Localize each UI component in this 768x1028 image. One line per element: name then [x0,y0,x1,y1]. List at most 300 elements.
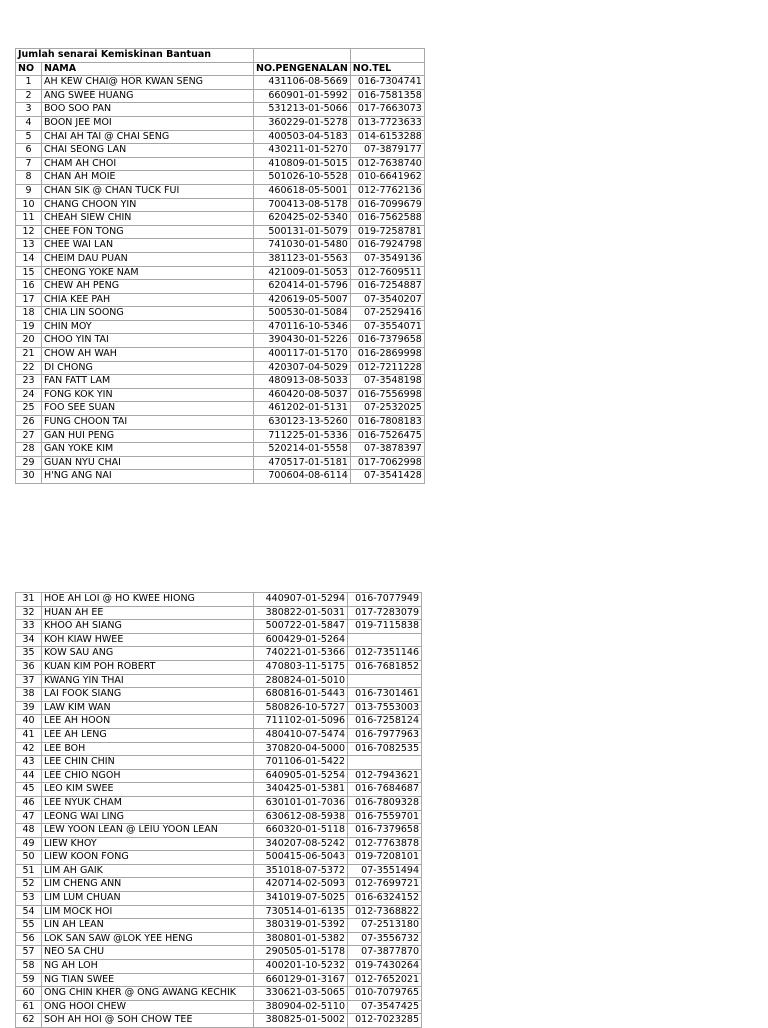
table-row [16,742,422,756]
table-row [16,157,425,171]
row-phone [348,756,422,770]
row-name: CHAM AH CHOI [42,157,254,171]
table-row [16,864,422,878]
row-name: LEE CHIO NGOH [42,769,254,783]
row-phone: 07-2532025 [350,402,424,416]
row-phone: 07-3541428 [350,470,424,484]
row-phone: 014-6153288 [350,130,424,144]
row-name: ANG SWEE HUANG [42,89,254,103]
row-number: 21 [16,348,42,362]
row-phone: 012-7023285 [348,1014,422,1028]
row-ic-number: 500530-01-5084 [254,307,351,321]
row-name: LIM LUM CHUAN [42,892,254,906]
row-ic-number: 410809-01-5015 [254,157,351,171]
row-number: 32 [16,606,42,620]
table-row [16,946,422,960]
row-phone: 07-3548198 [350,375,424,389]
row-name: NG TIAN SWEE [42,973,254,987]
row-name: BOON JEE MOI [42,116,254,130]
row-name: AH KEW CHAI@ HOR KWAN SENG [42,76,254,90]
row-phone: 016-7099679 [350,198,424,212]
table-row [16,851,422,865]
row-name: LIN AH LEAN [42,919,254,933]
row-name: CHANG CHOON YIN [42,198,254,212]
row-phone: 016-6324152 [348,892,422,906]
row-phone: 017-7062998 [350,456,424,470]
row-number: 50 [16,851,42,865]
row-phone: 07-3879177 [350,144,424,158]
row-phone: 016-7808183 [350,416,424,430]
row-number: 47 [16,810,42,824]
row-phone: 012-7211228 [350,361,424,375]
row-ic-number: 660901-01-5992 [254,89,351,103]
row-ic-number: 381123-01-5563 [254,252,351,266]
row-number: 10 [16,198,42,212]
row-phone: 017-7283079 [348,606,422,620]
header-tel: NO.TEL [350,62,424,76]
row-ic-number: 431106-08-5669 [254,76,351,90]
row-phone: 016-7077949 [348,593,422,607]
row-name: CHIN MOY [42,320,254,334]
row-number: 16 [16,280,42,294]
row-phone: 019-7430264 [348,960,422,974]
row-phone: 016-7082535 [348,742,422,756]
row-phone: 07-3877870 [348,946,422,960]
row-phone: 016-7379658 [348,824,422,838]
row-phone: 017-7663073 [350,103,424,117]
row-name: GAN HUI PENG [42,429,254,443]
row-phone: 019-7208101 [348,851,422,865]
table-row [16,1014,422,1028]
row-number: 44 [16,769,42,783]
table-row [16,212,425,226]
row-number: 5 [16,130,42,144]
row-number: 6 [16,144,42,158]
row-ic-number: 460618-05-5001 [254,184,351,198]
row-name: LEO KIM SWEE [42,783,254,797]
row-number: 40 [16,715,42,729]
row-ic-number: 620425-02-5340 [254,212,351,226]
row-ic-number: 531213-01-5066 [254,103,351,117]
table-row [16,769,422,783]
row-name: KUAN KIM POH ROBERT [42,660,254,674]
row-ic-number: 741030-01-5480 [254,239,351,253]
empty-cell [254,49,351,63]
row-number: 28 [16,443,42,457]
row-number: 1 [16,76,42,90]
row-ic-number: 421009-01-5053 [254,266,351,280]
header-ic: NO.PENGENALAN [254,62,351,76]
row-name: LEW YOON LEAN @ LEIU YOON LEAN [42,824,254,838]
table-row [16,919,422,933]
table-row [16,89,425,103]
row-number: 22 [16,361,42,375]
row-phone: 012-7652021 [348,973,422,987]
row-name: FOO SEE SUAN [42,402,254,416]
table-row [16,443,425,457]
table-row [16,620,422,634]
table-body [16,593,422,1028]
row-ic-number: 340207-08-5242 [254,837,348,851]
row-number: 60 [16,987,42,1001]
row-number: 45 [16,783,42,797]
row-name: GAN YOKE KIM [42,443,254,457]
row-ic-number: 380825-01-5002 [254,1014,348,1028]
row-name: KOH KIAW HWEE [42,633,254,647]
row-name: NG AH LOH [42,960,254,974]
row-ic-number: 400503-04-5183 [254,130,351,144]
row-number: 14 [16,252,42,266]
row-number: 52 [16,878,42,892]
row-name: CHIA LIN SOONG [42,307,254,321]
row-ic-number: 711102-01-5096 [254,715,348,729]
row-phone: 016-7556998 [350,388,424,402]
row-number: 17 [16,293,42,307]
row-phone: 016-7559701 [348,810,422,824]
table-row [16,837,422,851]
row-ic-number: 620414-01-5796 [254,280,351,294]
row-name: KOW SAU ANG [42,647,254,661]
row-name: CHOW AH WAH [42,348,254,362]
table-row [16,429,425,443]
row-number: 49 [16,837,42,851]
table-row [16,470,425,484]
row-phone: 019-7115838 [348,620,422,634]
table-row [16,756,422,770]
row-number: 46 [16,796,42,810]
row-name: LOK SAN SAW @LOK YEE HENG [42,932,254,946]
row-name: LIM MOCK HOI [42,905,254,919]
row-number: 36 [16,660,42,674]
row-number: 35 [16,647,42,661]
row-ic-number: 420307-04-5029 [254,361,351,375]
title-row [16,49,425,63]
row-number: 13 [16,239,42,253]
row-number: 20 [16,334,42,348]
row-name: CHEAH SIEW CHIN [42,212,254,226]
row-phone: 012-7638740 [350,157,424,171]
row-name: FAN FATT LAM [42,375,254,389]
row-number: 38 [16,688,42,702]
row-phone: 012-7943621 [348,769,422,783]
row-name: LAI FOOK SIANG [42,688,254,702]
row-number: 42 [16,742,42,756]
row-name: LEONG WAI LING [42,810,254,824]
row-name: KHOO AH SIANG [42,620,254,634]
table-row [16,1000,422,1014]
row-phone: 013-7553003 [348,701,422,715]
row-phone: 07-3556732 [348,932,422,946]
row-ic-number: 400117-01-5170 [254,348,351,362]
row-ic-number: 500722-01-5847 [254,620,348,634]
document-title: Jumlah senarai Kemiskinan Bantuan [16,49,254,63]
table-row [16,130,425,144]
row-number: 43 [16,756,42,770]
row-number: 61 [16,1000,42,1014]
row-name: DI CHONG [42,361,254,375]
table-row [16,728,422,742]
row-ic-number: 351018-07-5372 [254,864,348,878]
table-row [16,973,422,987]
row-ic-number: 360229-01-5278 [254,116,351,130]
row-ic-number: 461202-01-5131 [254,402,351,416]
row-ic-number: 660320-01-5118 [254,824,348,838]
row-phone: 07-2513180 [348,919,422,933]
table-row [16,688,422,702]
table-row [16,456,425,470]
row-ic-number: 470517-01-5181 [254,456,351,470]
row-number: 2 [16,89,42,103]
table-row [16,960,422,974]
row-ic-number: 600429-01-5264 [254,633,348,647]
row-ic-number: 280824-01-5010 [254,674,348,688]
table-row [16,103,425,117]
table-row [16,402,425,416]
row-ic-number: 370820-04-5000 [254,742,348,756]
row-number: 25 [16,402,42,416]
row-phone: 019-7258781 [350,225,424,239]
table-row [16,184,425,198]
row-ic-number: 500131-01-5079 [254,225,351,239]
row-phone: 07-3551494 [348,864,422,878]
row-number: 19 [16,320,42,334]
table-row [16,348,425,362]
table-row [16,796,422,810]
table-row [16,715,422,729]
row-ic-number: 460420-08-5037 [254,388,351,402]
table-row [16,375,425,389]
row-phone: 016-7562588 [350,212,424,226]
row-name: SOH AH HOI @ SOH CHOW TEE [42,1014,254,1028]
row-number: 18 [16,307,42,321]
row-name: CHAI AH TAI @ CHAI SENG [42,130,254,144]
row-name: LIM CHENG ANN [42,878,254,892]
row-ic-number: 430211-01-5270 [254,144,351,158]
row-ic-number: 640905-01-5254 [254,769,348,783]
table-row [16,171,425,185]
row-phone: 012-7762136 [350,184,424,198]
table-row [16,388,425,402]
row-ic-number: 660129-01-3167 [254,973,348,987]
row-phone: 012-7763878 [348,837,422,851]
row-ic-number: 380904-02-5110 [254,1000,348,1014]
row-phone: 013-7723633 [350,116,424,130]
table-row [16,878,422,892]
row-number: 7 [16,157,42,171]
row-number: 55 [16,919,42,933]
row-ic-number: 630101-01-7036 [254,796,348,810]
row-ic-number: 740221-01-5366 [254,647,348,661]
row-number: 41 [16,728,42,742]
row-phone: 012-7368822 [348,905,422,919]
row-ic-number: 701106-01-5422 [254,756,348,770]
row-name: CHIA KEE PAH [42,293,254,307]
table-row [16,824,422,838]
row-phone [348,674,422,688]
recipient-table-2 [15,592,422,1028]
row-ic-number: 480913-08-5033 [254,375,351,389]
row-ic-number: 501026-10-5528 [254,171,351,185]
row-name: LEE AH LENG [42,728,254,742]
row-name: CHOO YIN TAI [42,334,254,348]
row-phone: 07-3554071 [350,320,424,334]
row-name: GUAN NYU CHAI [42,456,254,470]
table-row [16,932,422,946]
row-name: CHEW AH PENG [42,280,254,294]
table-row [16,252,425,266]
row-ic-number: 700413-08-5178 [254,198,351,212]
row-number: 58 [16,960,42,974]
row-ic-number: 700604-08-6114 [254,470,351,484]
row-name: LEE AH HOON [42,715,254,729]
row-phone [348,633,422,647]
row-phone: 016-7681852 [348,660,422,674]
row-ic-number: 400201-10-5232 [254,960,348,974]
row-number: 31 [16,593,42,607]
row-name: NEO SA CHU [42,946,254,960]
row-ic-number: 470116-10-5346 [254,320,351,334]
row-number: 9 [16,184,42,198]
row-ic-number: 290505-01-5178 [254,946,348,960]
row-phone: 016-7379658 [350,334,424,348]
recipient-table-1 [15,48,425,484]
row-name: H'NG ANG NAI [42,470,254,484]
row-name: LEE BOH [42,742,254,756]
row-phone: 012-7699721 [348,878,422,892]
row-number: 30 [16,470,42,484]
header-no: NO [16,62,42,76]
row-name: FONG KOK YIN [42,388,254,402]
row-ic-number: 380319-01-5392 [254,919,348,933]
row-phone: 016-7254887 [350,280,424,294]
row-name: KWANG YIN THAI [42,674,254,688]
row-name: CHEE FON TONG [42,225,254,239]
row-number: 12 [16,225,42,239]
row-number: 27 [16,429,42,443]
row-name: CHEIM DAU PUAN [42,252,254,266]
row-phone: 012-7351146 [348,647,422,661]
row-phone: 07-3540207 [350,293,424,307]
row-name: HUAN AH EE [42,606,254,620]
row-number: 62 [16,1014,42,1028]
row-name: CHEE WAI LAN [42,239,254,253]
row-ic-number: 730514-01-6135 [254,905,348,919]
row-name: LIEW KHOY [42,837,254,851]
row-number: 3 [16,103,42,117]
row-ic-number: 630612-08-5938 [254,810,348,824]
table-row [16,660,422,674]
row-phone: 016-7301461 [348,688,422,702]
table-row [16,701,422,715]
header-row [16,62,425,76]
row-name: FUNG CHOON TAI [42,416,254,430]
row-ic-number: 420619-05-5007 [254,293,351,307]
row-phone: 016-7258124 [348,715,422,729]
row-name: CHAN SIK @ CHAN TUCK FUI [42,184,254,198]
row-name: HOE AH LOI @ HO KWEE HIONG [42,593,254,607]
table-row [16,266,425,280]
table-row [16,198,425,212]
row-phone: 016-7526475 [350,429,424,443]
row-phone: 012-7609511 [350,266,424,280]
table-row [16,647,422,661]
row-name: LEE CHIN CHIN [42,756,254,770]
row-phone: 016-7809328 [348,796,422,810]
row-phone: 010-7079765 [348,987,422,1001]
row-name: CHAI SEONG LAN [42,144,254,158]
table-row [16,674,422,688]
header-nama: NAMA [42,62,254,76]
row-phone: 016-7977963 [348,728,422,742]
table-row [16,239,425,253]
row-number: 8 [16,171,42,185]
row-phone: 016-7924798 [350,239,424,253]
row-name: LEE NYUK CHAM [42,796,254,810]
row-number: 51 [16,864,42,878]
row-ic-number: 330621-03-5065 [254,987,348,1001]
row-ic-number: 390430-01-5226 [254,334,351,348]
row-number: 53 [16,892,42,906]
row-number: 59 [16,973,42,987]
row-phone: 016-7684687 [348,783,422,797]
row-ic-number: 340425-01-5381 [254,783,348,797]
table-row [16,116,425,130]
table-row [16,892,422,906]
row-ic-number: 500415-06-5043 [254,851,348,865]
table-row [16,320,425,334]
row-phone: 016-7581358 [350,89,424,103]
row-ic-number: 470803-11-5175 [254,660,348,674]
row-number: 37 [16,674,42,688]
row-phone: 016-2869998 [350,348,424,362]
table-row [16,293,425,307]
table-row [16,905,422,919]
row-number: 26 [16,416,42,430]
table-row [16,307,425,321]
table-row [16,987,422,1001]
row-ic-number: 341019-07-5025 [254,892,348,906]
row-phone: 07-3878397 [350,443,424,457]
row-number: 33 [16,620,42,634]
table-row [16,606,422,620]
row-number: 29 [16,456,42,470]
table-body [16,49,425,484]
table-row [16,416,425,430]
table-row [16,593,422,607]
row-ic-number: 420714-02-5093 [254,878,348,892]
table-row [16,361,425,375]
row-phone: 07-3547425 [348,1000,422,1014]
table-row [16,810,422,824]
row-name: LIEW KOON FONG [42,851,254,865]
table-row [16,783,422,797]
row-number: 57 [16,946,42,960]
row-number: 54 [16,905,42,919]
table-row [16,633,422,647]
row-ic-number: 440907-01-5294 [254,593,348,607]
row-number: 48 [16,824,42,838]
row-number: 4 [16,116,42,130]
row-number: 56 [16,932,42,946]
row-number: 39 [16,701,42,715]
row-number: 23 [16,375,42,389]
row-name: LAW KIM WAN [42,701,254,715]
row-ic-number: 520214-01-5558 [254,443,351,457]
table-row [16,225,425,239]
row-ic-number: 580826-10-5727 [254,701,348,715]
row-ic-number: 680816-01-5443 [254,688,348,702]
table-row [16,280,425,294]
